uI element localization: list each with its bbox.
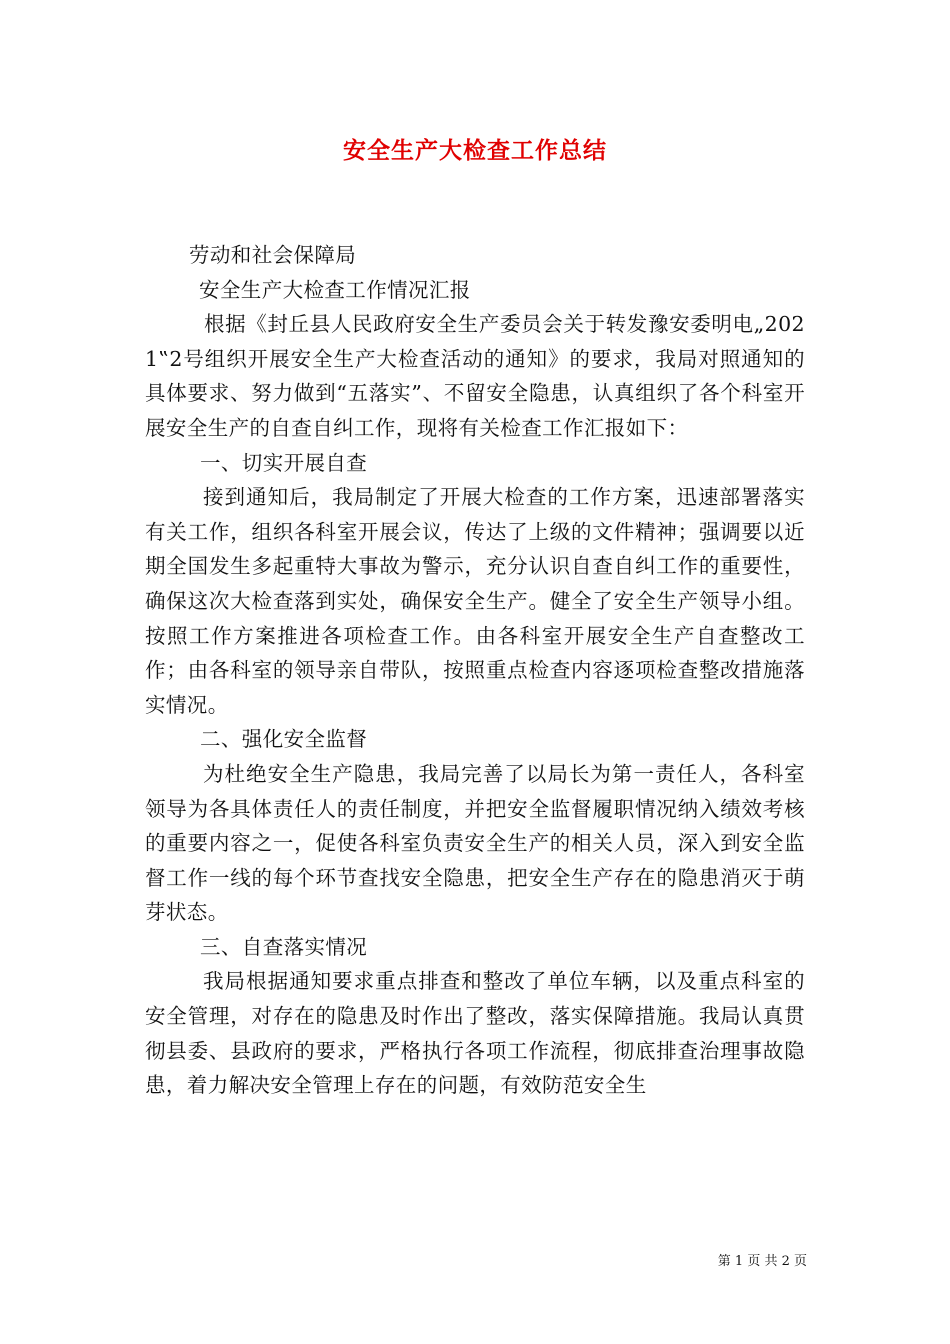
section-paragraph: 为杜绝安全生产隐患，我局完善了以局长为第一责任人，各科室领导为各具体责任人的责任制度，并把安全监督履职情况纳入绩效考核的重要内容之一，促使各科室负责安全生产的相关人员，深入到安全监督工作一线的每个环节查找安全隐患，把安全生产存在的隐患消灭于萌芽状态。 [145, 761, 805, 925]
organization-name: 劳动和社会保障局 [189, 243, 357, 267]
intro-paragraph: 根据《封丘县人民政府安全生产委员会关于转发豫安委明电„2021‟2号组织开展安全生产大检查活动的通知》的要求，我局对照通知的具体要求、努力做到“五落实”、不留安全隐患，认真组织了各个科室开展安全生产的自查自纠工作，现将有关检查工作汇报如下： [145, 312, 805, 440]
report-subtitle: 安全生产大检查工作情况汇报 [199, 277, 471, 302]
document-body [145, 238, 805, 1103]
section-heading: 三、自查落实情况 [200, 934, 368, 959]
section-heading: 一、切实开展自查 [200, 450, 368, 475]
section-paragraph: 我局根据通知要求重点排查和整改了单位车辆，以及重点科室的安全管理，对存在的隐患及时作出了整改，落实保障措施。我局认真贯彻县委、县政府的要求，严格执行各项工作流程，彻底排查治理事故隐患，着力解决安全管理上存在的问题，有效防范安全生 [145, 969, 805, 1098]
section-heading: 二、强化安全监督 [200, 727, 368, 752]
page-number: 第 1 页 共 2 页 [717, 1254, 807, 1269]
document-title: 安全生产大检查工作总结 [343, 137, 607, 164]
section-paragraph: 接到通知后，我局制定了开展大检查的工作方案，迅速部署落实有关工作，组织各科室开展会议，传达了上级的文件精神；强调要以近期全国发生多起重特大事故为警示，充分认识自查自纠工作的重要性，确保这次大检查落到实处，确保安全生产。健全了安全生产领导小组。按照工作方案推进各项检查工作。由各科室开展安全生产自查整改工作；由各科室的领导亲自带队，按照重点检查内容逐项检查整改措施落实情况。 [145, 485, 805, 717]
